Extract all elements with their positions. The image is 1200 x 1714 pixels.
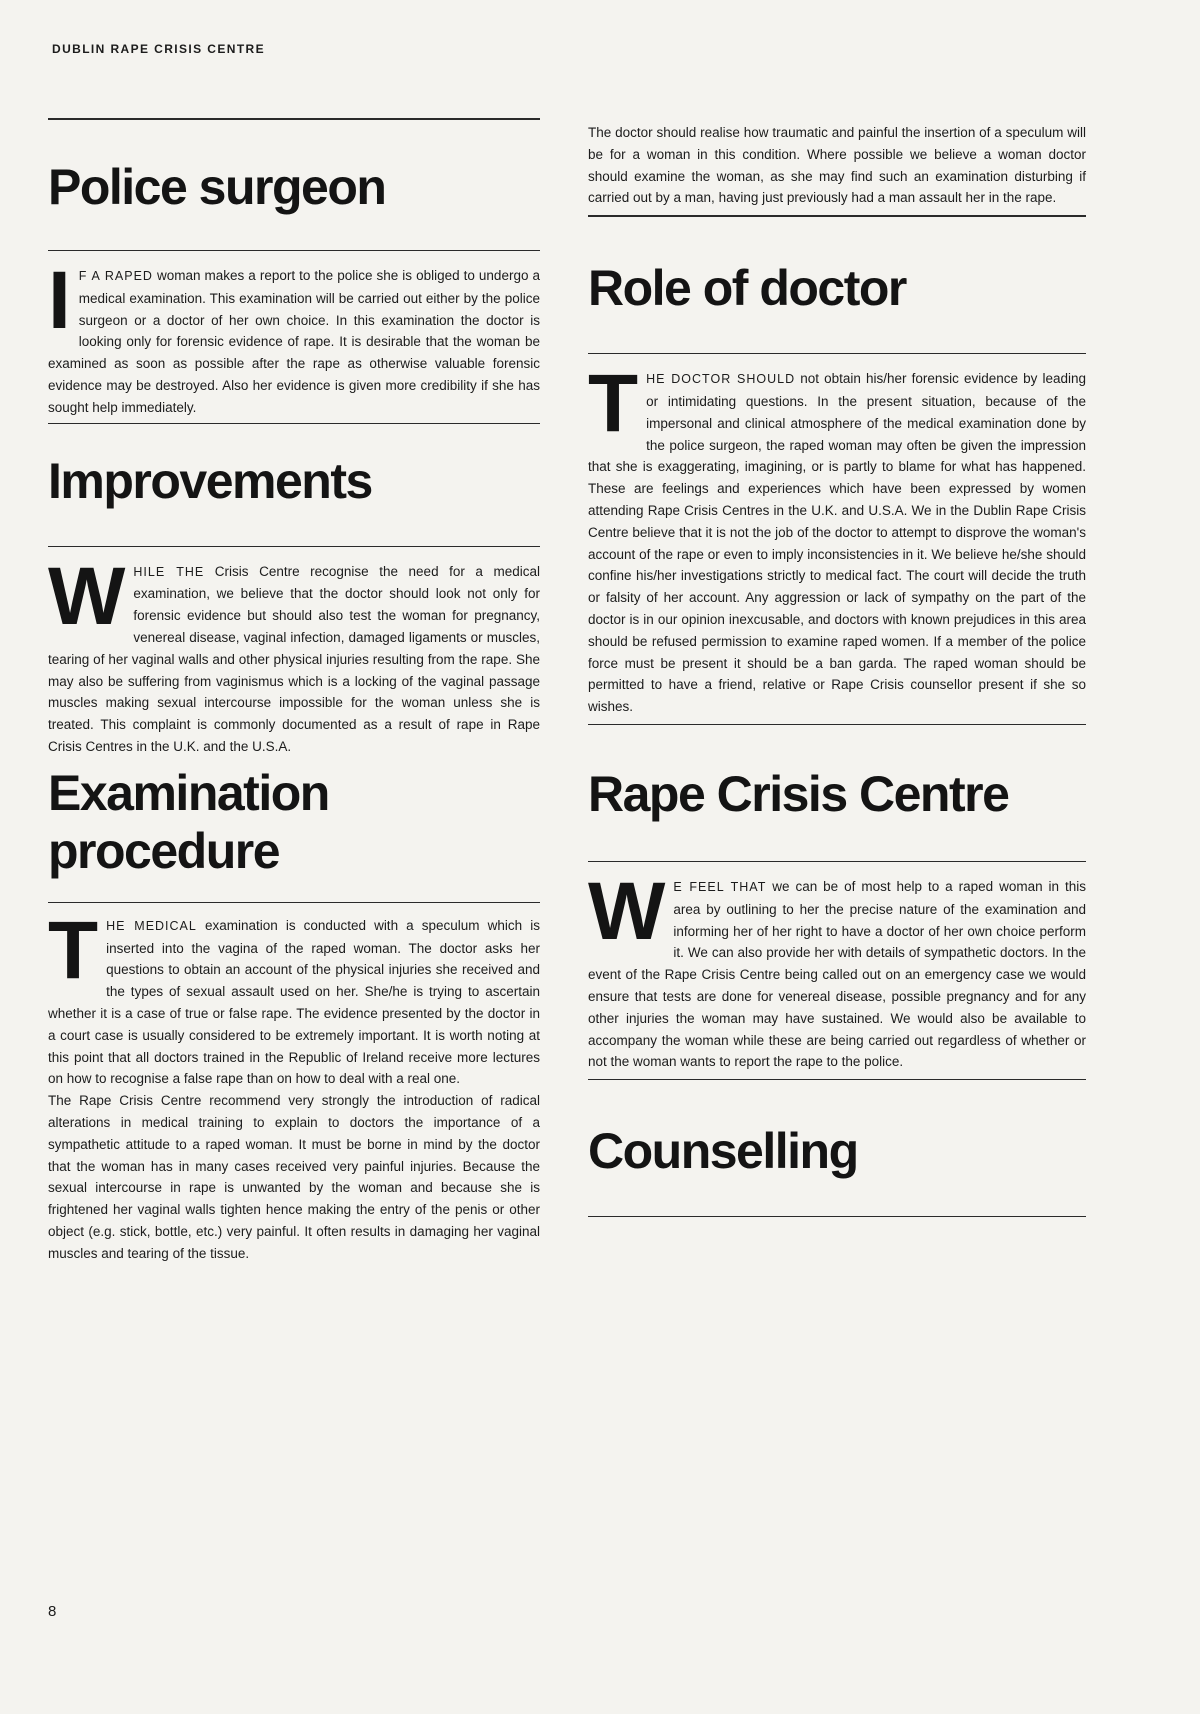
right-column bbox=[588, 122, 1086, 1217]
section-rule bbox=[588, 353, 1086, 354]
section-rule bbox=[588, 1216, 1086, 1217]
heading-line: procedure bbox=[48, 822, 280, 879]
section-rule bbox=[48, 902, 540, 903]
paragraph-text: examination is conducted with a speculum which is inserted into the vagina of the raped woman. The doctor asks her questions to obtain an account of the physical injuries she received and the types of sexual assault used on her. She/he is trying to ascertain whether it is a case of true or false rape. The evidence presented by the doctor in a court case is usually considered to be extremely important. It is worth noting at this point that all doctors trained in the Republic of Ireland receive more lectures on how to recognise a false rape than on how to deal with a real one. bbox=[48, 917, 540, 1087]
heading-improvements: Improvements bbox=[48, 452, 372, 509]
drop-cap: T bbox=[588, 358, 639, 450]
section-rule bbox=[588, 1079, 1086, 1080]
heading-rape-crisis-centre: Rape Crisis Centre bbox=[588, 765, 1009, 822]
section-rule bbox=[48, 250, 540, 251]
paragraph-role-of-doctor bbox=[588, 358, 1087, 718]
drop-cap: T bbox=[48, 904, 99, 996]
drop-cap: W bbox=[588, 865, 666, 957]
paragraph-continued: The doctor should realise how traumatic and painful the insertion of a speculum will be for a woman in this condition. Where possible we believe a woman doctor should examine the woman, as she may find such an examination disturbing if carried out by a man, having just previously had a man assault her in the rape. bbox=[588, 125, 1086, 206]
section-rule bbox=[588, 861, 1086, 862]
paragraph-text: woman makes a report to the police she is obliged to undergo a medical examination. This examination will be carried out either by the police surgeon or a doctor of her own choice. In this examination the doctor is looking only for forensic evidence of rape. It is desirable that the woman be examined as soon as possible after the rape as otherwise valuable forensic evidence may be destroyed. Also her evidence is given more credibility if she has sought help immediately. bbox=[48, 268, 540, 415]
heading-counselling: Counselling bbox=[588, 1123, 858, 1180]
paragraph-text: we can be of most help to a raped woman in this area by outlining to her the precise nature of the examination and informing her of her right to have a doctor of her own choice perform it. We can also provide her with details of sympathetic doctors. In the event of the Rape Crisis Centre being called out on an emergency case we would ensure that tests are done for venereal disease, possible pregnancy and for any other injuries the woman may have sustained. We would also be available to accompany the woman while these are being carried out regardless of whether or not the woman wants to report the rape to the police. bbox=[588, 878, 1086, 1070]
lead-in: HE MEDICAL bbox=[106, 918, 197, 933]
left-column bbox=[48, 118, 540, 1265]
section-rule bbox=[48, 546, 540, 547]
section-rule bbox=[588, 724, 1086, 725]
lead-in: HE DOCTOR SHOULD bbox=[646, 372, 796, 387]
heading-role-of-doctor: Role of doctor bbox=[588, 260, 906, 317]
section-rule bbox=[48, 423, 540, 424]
section-rule bbox=[48, 118, 540, 120]
heading-police-surgeon: Police surgeon bbox=[48, 159, 386, 215]
section-rule bbox=[588, 215, 1086, 217]
paragraph-examination-2: The Rape Crisis Centre recommend very strongly the introduction of radical alterations in medical training to explain to doctors the importance of a sympathetic attitude to a raped woman. It must be borne in mind by the doctor that the woman has in many cases received very painful injuries. Because the sexual intercourse in rape is unwanted by the woman and because she is frightened her vaginal walls tighten hence making the entry of the penis or other object (e.g. stick, bottle, etc.) very painful. It often results in damaging her vaginal muscles and tearing of the tissue. bbox=[48, 1093, 540, 1261]
running-head: DUBLIN RAPE CRISIS CENTRE bbox=[52, 42, 266, 56]
lead-in: E FEEL THAT bbox=[673, 879, 767, 894]
lead-in: HILE THE bbox=[133, 564, 205, 579]
lead-in: F A RAPED bbox=[78, 269, 153, 283]
drop-cap: I bbox=[48, 255, 71, 346]
paragraph-text: Crisis Centre recognise the need for a medical examination, we believe that the doctor should look not only for forensic evidence but should also test the woman for pregnancy, venereal disease, vaginal infection, damaged ligaments or muscles, tearing of her vaginal walls and other physical injuries resulting from the rape. She may also be suffering from vaginismus which is a locking of the vaginal passage muscles making sexual intercourse impossible for the woman unless she is treated. This complaint is commonly documented as a result of rape in Rape Crisis Centres in the U.K. and the U.S.A. bbox=[48, 563, 540, 754]
heading-examination-procedure bbox=[48, 764, 540, 880]
paragraph-improvements bbox=[48, 550, 540, 758]
paragraph-rape-crisis-centre bbox=[588, 865, 1086, 1073]
drop-cap: W bbox=[48, 550, 126, 642]
page-number: 8 bbox=[48, 1603, 57, 1620]
heading-line: Examination bbox=[48, 764, 329, 821]
paragraph-text: not obtain his/her forensic evidence by leading or intimidating questions. In the present situation, because of the impersonal and clinical atmosphere of the medical examination done by the police surgeon, the raped woman may often be given the impression that she is exaggerating, imagining, or is partly to blame for what has happened. These are feelings and experiences which have been expressed by women attending Rape Crisis Centres in the U.K. and U.S.A. We in the Dublin Rape Crisis Centre believe that it is not the job of the doctor to attempt to disprove the woman's account of the rape or even to imply inconsistencies in it. We believe he/she should confine his/her investigations strictly to medical fact. The court will decide the truth or falsity of her account. Any aggression or lack of sympathy on the part of the doctor is in our opinion inexcusable, and doctors with known prejudices in this area should be refused permission to examine raped women. If a member of the police force must be present it should be a ban garda. The raped woman should be permitted to have a friend, relative or Rape Crisis counsellor present if she so wishes. bbox=[588, 371, 1087, 715]
paragraph-examination bbox=[48, 904, 540, 1090]
paragraph-police-surgeon bbox=[48, 255, 540, 419]
